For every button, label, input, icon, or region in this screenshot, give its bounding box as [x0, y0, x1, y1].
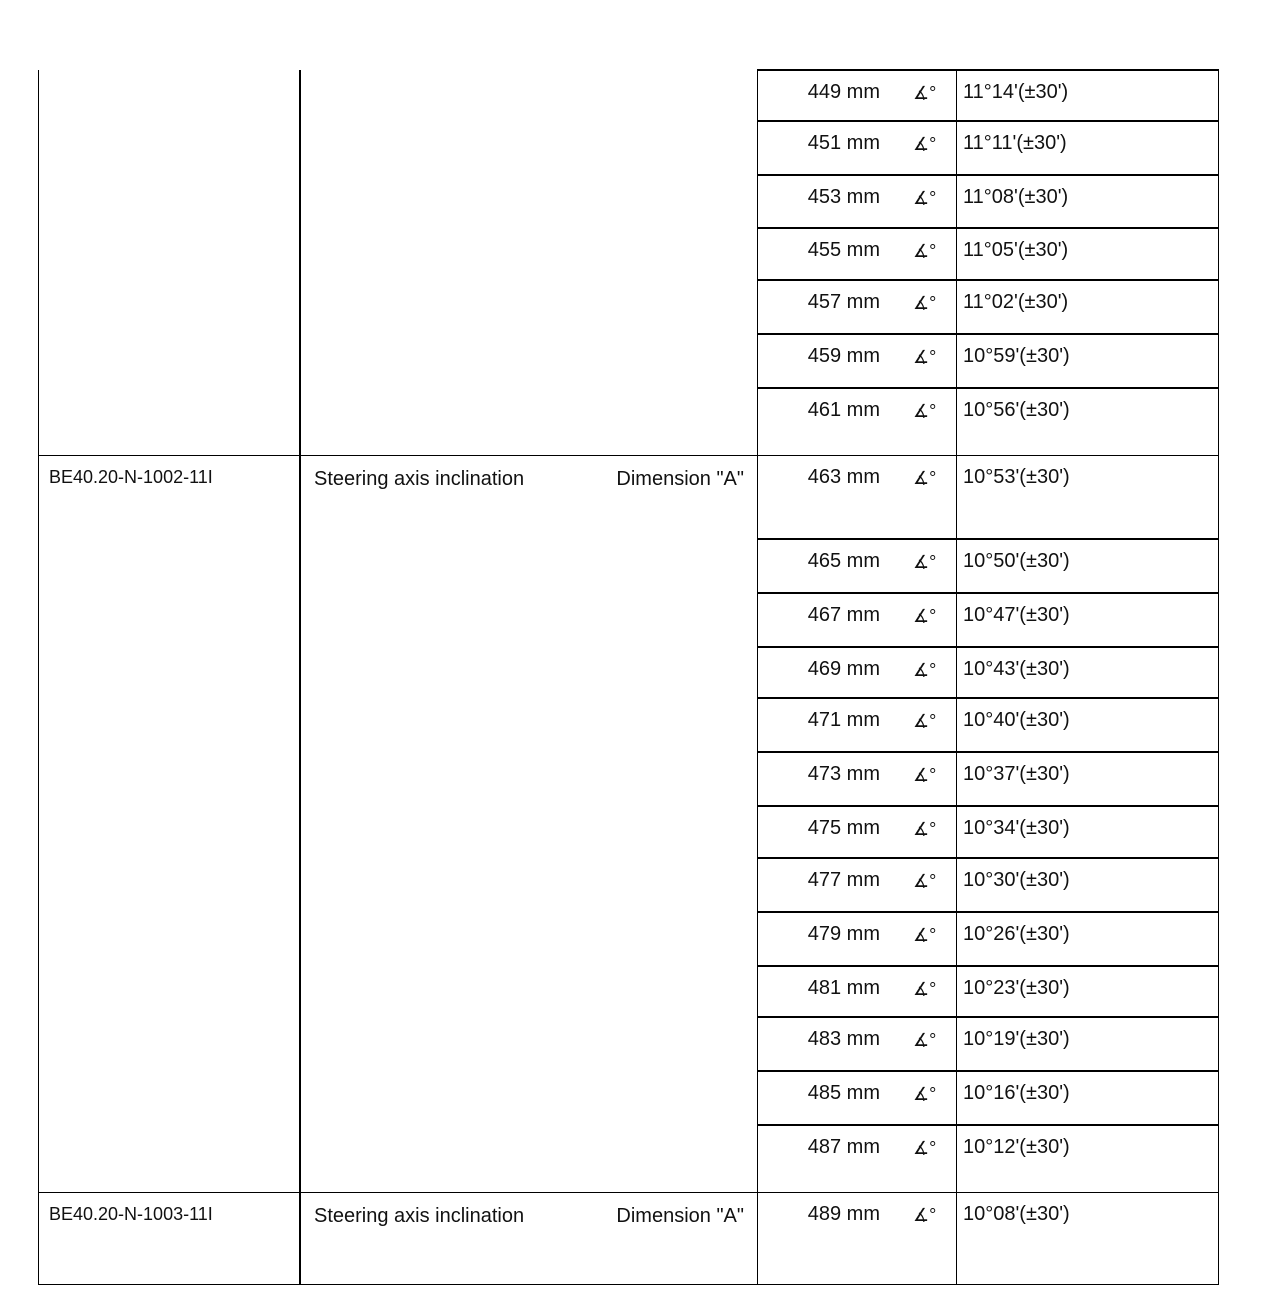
angle-symbol-icon: ∡°	[913, 1205, 937, 1225]
angle-value: 10°50'(±30')	[963, 550, 1070, 572]
angle-value: 10°53'(±30')	[963, 466, 1070, 488]
angle-symbol-icon: ∡°	[913, 660, 937, 680]
angle-symbol-icon: ∡°	[913, 468, 937, 488]
angle-value: 10°08'(±30')	[963, 1203, 1070, 1225]
row-separator	[757, 805, 1219, 807]
angle-value: 10°26'(±30')	[963, 923, 1070, 945]
length-value: 477 mm	[807, 869, 880, 891]
item-code: BE40.20-N-1003-11I	[49, 1204, 213, 1224]
length-value: 463 mm	[807, 466, 880, 488]
section-separator	[38, 1192, 1219, 1193]
row-separator	[757, 538, 1219, 540]
col-divider-value	[956, 70, 957, 1284]
row-separator	[757, 857, 1219, 859]
angle-symbol-icon: ∡°	[913, 188, 937, 208]
length-value: 467 mm	[807, 604, 880, 626]
col-divider-code	[299, 70, 301, 1284]
dimension-label: Dimension "A"	[616, 1205, 744, 1227]
length-value: 487 mm	[807, 1136, 880, 1158]
angle-value: 10°40'(±30')	[963, 709, 1070, 731]
length-value: 471 mm	[807, 709, 880, 731]
angle-symbol-icon: ∡°	[913, 293, 937, 313]
length-value: 449 mm	[807, 81, 880, 103]
angle-symbol-icon: ∡°	[913, 347, 937, 367]
angle-value: 10°59'(±30')	[963, 345, 1070, 367]
row-separator	[757, 697, 1219, 699]
row-separator	[757, 1070, 1219, 1072]
angle-value: 10°30'(±30')	[963, 869, 1070, 891]
angle-value: 10°37'(±30')	[963, 763, 1070, 785]
item-code: BE40.20-N-1002-11I	[49, 467, 213, 487]
angle-symbol-icon: ∡°	[913, 819, 937, 839]
property-name: Steering axis inclination	[314, 1205, 525, 1227]
angle-value: 10°56'(±30')	[963, 399, 1070, 421]
section-separator	[38, 455, 1219, 456]
row-separator	[757, 965, 1219, 967]
row-separator	[757, 592, 1219, 594]
angle-symbol-icon: ∡°	[913, 871, 937, 891]
table-left-border	[38, 70, 39, 1284]
row-separator	[757, 279, 1219, 281]
angle-value: 10°16'(±30')	[963, 1082, 1070, 1104]
length-value: 457 mm	[807, 291, 880, 313]
angle-symbol-icon: ∡°	[913, 711, 937, 731]
length-value: 465 mm	[807, 550, 880, 572]
row-separator	[757, 387, 1219, 389]
angle-value: 11°08'(±30')	[963, 186, 1069, 208]
row-separator	[757, 333, 1219, 335]
angle-symbol-icon: ∡°	[913, 134, 937, 154]
length-value: 483 mm	[807, 1028, 880, 1050]
row-separator	[757, 120, 1219, 122]
length-value: 479 mm	[807, 923, 880, 945]
length-value: 481 mm	[807, 977, 880, 999]
angle-value: 10°47'(±30')	[963, 604, 1070, 626]
angle-value: 10°19'(±30')	[963, 1028, 1070, 1050]
length-value: 473 mm	[807, 763, 880, 785]
angle-symbol-icon: ∡°	[913, 1030, 937, 1050]
length-value: 475 mm	[807, 817, 880, 839]
row-separator	[757, 174, 1219, 176]
angle-value: 11°14'(±30')	[963, 81, 1069, 103]
length-value: 453 mm	[807, 186, 880, 208]
angle-value: 11°02'(±30')	[963, 291, 1069, 313]
row-separator	[757, 911, 1219, 913]
row-separator	[757, 751, 1219, 753]
angle-symbol-icon: ∡°	[913, 925, 937, 945]
angle-symbol-icon: ∡°	[913, 765, 937, 785]
angle-symbol-icon: ∡°	[913, 606, 937, 626]
row-separator	[757, 69, 1219, 71]
angle-symbol-icon: ∡°	[913, 401, 937, 421]
angle-symbol-icon: ∡°	[913, 241, 937, 261]
angle-value: 10°43'(±30')	[963, 658, 1070, 680]
row-separator	[757, 1016, 1219, 1018]
table-right-border	[1218, 70, 1219, 1284]
length-value: 469 mm	[807, 658, 880, 680]
angle-symbol-icon: ∡°	[913, 1138, 937, 1158]
dimension-label: Dimension "A"	[616, 468, 744, 490]
table-bottom-border	[38, 1284, 1219, 1285]
angle-value: 10°34'(±30')	[963, 817, 1070, 839]
angle-value: 10°23'(±30')	[963, 977, 1070, 999]
length-value: 489 mm	[807, 1203, 880, 1225]
length-value: 461 mm	[807, 399, 880, 421]
length-value: 485 mm	[807, 1082, 880, 1104]
angle-symbol-icon: ∡°	[913, 83, 937, 103]
length-value: 451 mm	[807, 132, 880, 154]
row-separator	[757, 227, 1219, 229]
length-value: 455 mm	[807, 239, 880, 261]
angle-value: 10°12'(±30')	[963, 1136, 1070, 1158]
length-value: 459 mm	[807, 345, 880, 367]
angle-symbol-icon: ∡°	[913, 1084, 937, 1104]
angle-value: 11°05'(±30')	[963, 239, 1069, 261]
angle-value: 11°11'(±30')	[963, 132, 1067, 154]
angle-symbol-icon: ∡°	[913, 979, 937, 999]
row-separator	[757, 1124, 1219, 1126]
row-separator	[757, 646, 1219, 648]
property-name: Steering axis inclination	[314, 468, 525, 490]
angle-symbol-icon: ∡°	[913, 552, 937, 572]
